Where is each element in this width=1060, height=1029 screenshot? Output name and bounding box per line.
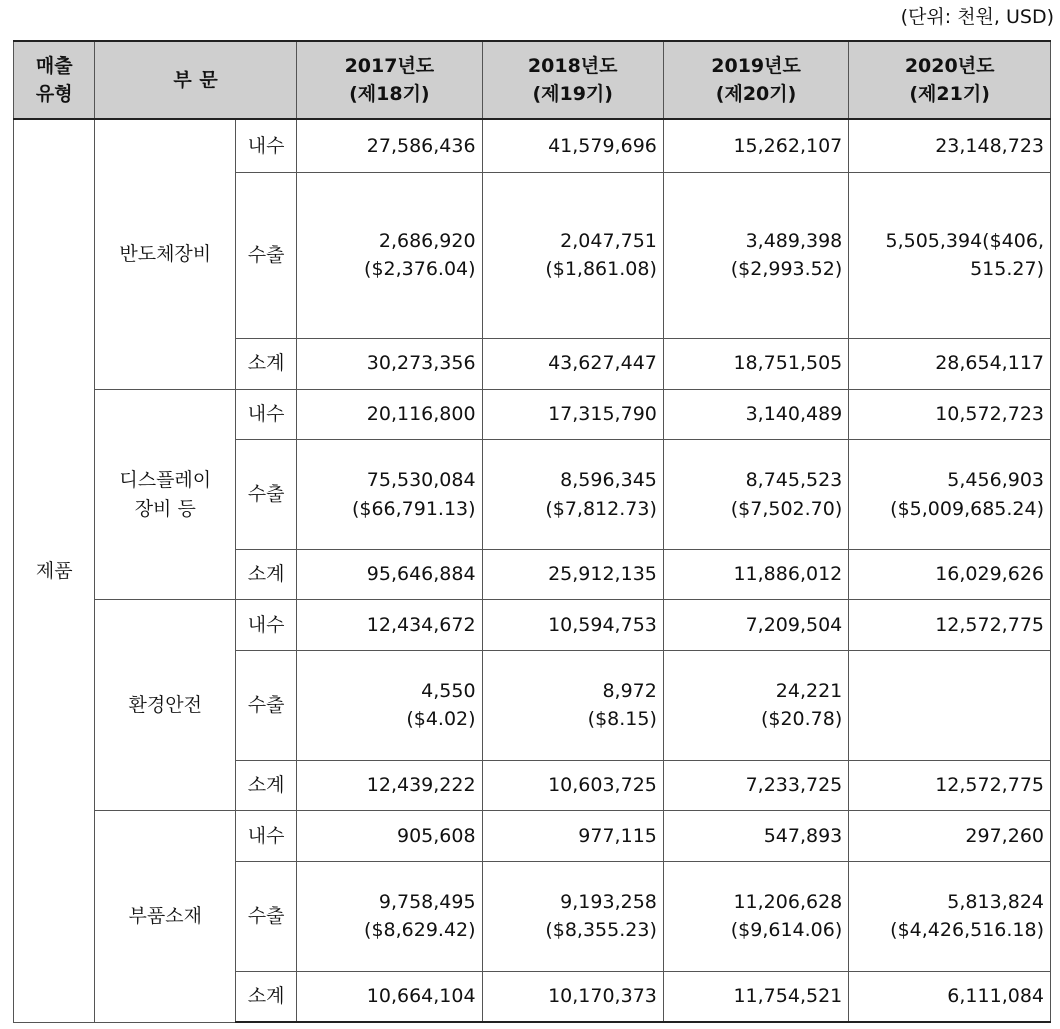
segment-parts-materials: 부품소재: [95, 811, 236, 1022]
cell-usd: ($5,009,685.24): [890, 497, 1044, 520]
header-year-label: 2020년도: [904, 54, 995, 77]
kind-export: 수출: [236, 651, 297, 761]
header-sales-type: [14, 41, 95, 119]
header-year-2018: [482, 41, 663, 119]
kind-domestic: 내수: [236, 119, 297, 172]
cell-krw: 75,530,084: [366, 469, 476, 491]
cell: 11,754,521: [663, 971, 848, 1022]
header-year-label: 2018년도: [527, 54, 618, 77]
cell-krw: 5,505,394($406,: [885, 229, 1044, 252]
kind-subtotal: 소계: [236, 971, 297, 1022]
cell-usd: ($2,993.52): [730, 258, 843, 281]
cell-krw: 4,550: [421, 679, 476, 702]
header-year-2020: [849, 41, 1051, 119]
cell-usd: 515.27): [970, 258, 1044, 281]
cell-krw: 2,047,751: [560, 229, 657, 252]
cell-krw: 8,745,523: [745, 469, 843, 491]
cell: 10,170,373: [482, 971, 663, 1022]
cell: 41,579,696: [482, 119, 663, 172]
cell: [482, 651, 663, 761]
type-product: 제품: [14, 119, 95, 1022]
cell-krw: 2,686,920: [378, 229, 476, 252]
segment-name-line2: 장비 등: [134, 497, 196, 520]
cell: 27,586,436: [297, 119, 482, 172]
unit-note: (단위: 천원, USD): [900, 6, 1054, 28]
kind-subtotal: 소계: [236, 549, 297, 600]
cell-usd: ($2,376.04): [364, 258, 476, 281]
header-term-label: (제19기): [532, 83, 613, 105]
cell-usd: ($8,629.42): [364, 919, 476, 942]
cell: [482, 440, 663, 550]
kind-export: 수출: [236, 172, 297, 338]
header-year-2019: [663, 41, 848, 119]
segment-environment-safety: 환경안전: [95, 600, 236, 811]
table-row: [14, 119, 1051, 172]
cell-krw: 9,758,495: [378, 890, 476, 913]
cell: [663, 651, 848, 761]
cell: 17,315,790: [482, 389, 663, 440]
kind-export: 수출: [236, 862, 297, 972]
cell-krw: 5,813,824: [947, 890, 1044, 913]
header-term-label: (제18기): [349, 83, 430, 105]
cell: 12,439,222: [297, 760, 482, 811]
cell: 25,912,135: [482, 549, 663, 600]
kind-subtotal: 소계: [236, 338, 297, 389]
segment-display: [95, 389, 236, 600]
cell: 18,751,505: [663, 338, 848, 389]
kind-domestic: 내수: [236, 389, 297, 440]
kind-subtotal: 소계: [236, 760, 297, 811]
cell: [297, 172, 482, 338]
cell: [849, 651, 1051, 761]
cell: 95,646,884: [297, 549, 482, 600]
segment-name-line1: 디스플레이: [119, 469, 212, 491]
cell: 7,209,504: [663, 600, 848, 651]
cell: 10,603,725: [482, 760, 663, 811]
cell: 11,886,012: [663, 549, 848, 600]
cell: 297,260: [849, 811, 1051, 862]
cell: [482, 862, 663, 972]
cell: [849, 440, 1051, 550]
cell-krw: 11,206,628: [733, 890, 843, 913]
cell-usd: ($66,791.13): [351, 497, 476, 520]
cell: 905,608: [297, 811, 482, 862]
cell-usd: ($8.15): [587, 708, 657, 731]
header-segment: 부 문: [95, 41, 297, 119]
cell: [482, 172, 663, 338]
cell: [849, 172, 1051, 338]
segment-semiconductor: 반도체장비: [95, 119, 236, 389]
cell: [663, 172, 848, 338]
cell: 6,111,084: [849, 971, 1051, 1022]
kind-domestic: 내수: [236, 600, 297, 651]
cell: 23,148,723: [849, 119, 1051, 172]
cell-krw: 8,596,345: [560, 469, 657, 491]
cell-usd: ($7,812.73): [545, 497, 657, 520]
cell-usd: ($8,355.23): [545, 919, 657, 942]
cell: 10,572,723: [849, 389, 1051, 440]
header-term-label: (제21기): [909, 83, 990, 105]
cell: 10,594,753: [482, 600, 663, 651]
cell-krw: 24,221: [775, 679, 843, 702]
header-year-label: 2017년도: [344, 54, 435, 77]
kind-domestic: 내수: [236, 811, 297, 862]
table-row: [14, 600, 1051, 651]
cell-krw: 8,972: [602, 679, 657, 702]
table-row: [14, 811, 1051, 862]
cell: 977,115: [482, 811, 663, 862]
cell: 28,654,117: [849, 338, 1051, 389]
cell: 10,664,104: [297, 971, 482, 1022]
cell: 16,029,626: [849, 549, 1051, 600]
cell: 20,116,800: [297, 389, 482, 440]
cell: 12,572,775: [849, 760, 1051, 811]
cell: 12,572,775: [849, 600, 1051, 651]
cell: [297, 862, 482, 972]
sales-table: [13, 40, 1051, 1023]
header-term-label: (제20기): [715, 83, 797, 105]
header-year-label: 2019년도: [711, 54, 801, 77]
cell-usd: ($4,426,516.18): [890, 919, 1044, 942]
cell: [297, 440, 482, 550]
header-year-2017: [297, 41, 482, 119]
cell: [663, 862, 848, 972]
cell: 43,627,447: [482, 338, 663, 389]
cell: 15,262,107: [663, 119, 848, 172]
cell: 30,273,356: [297, 338, 482, 389]
cell: 3,140,489: [663, 389, 848, 440]
cell-usd: ($4.02): [406, 708, 476, 731]
cell: 12,434,672: [297, 600, 482, 651]
cell-usd: ($20.78): [760, 708, 843, 731]
cell: 547,893: [663, 811, 848, 862]
kind-export: 수출: [236, 440, 297, 550]
cell-krw: 5,456,903: [947, 469, 1044, 491]
header-type-line1: 매출: [35, 54, 73, 77]
cell-usd: ($9,614.06): [730, 919, 843, 942]
header-type-line2: 유형: [35, 83, 73, 105]
cell: 7,233,725: [663, 760, 848, 811]
cell-krw: 9,193,258: [560, 890, 657, 913]
header-row: [14, 41, 1051, 119]
cell: [297, 651, 482, 761]
cell-usd: ($1,861.08): [545, 258, 657, 281]
table-row: [14, 389, 1051, 440]
cell: [849, 862, 1051, 972]
cell-usd: ($7,502.70): [730, 497, 843, 520]
cell: [663, 440, 848, 550]
cell-krw: 3,489,398: [745, 229, 843, 252]
